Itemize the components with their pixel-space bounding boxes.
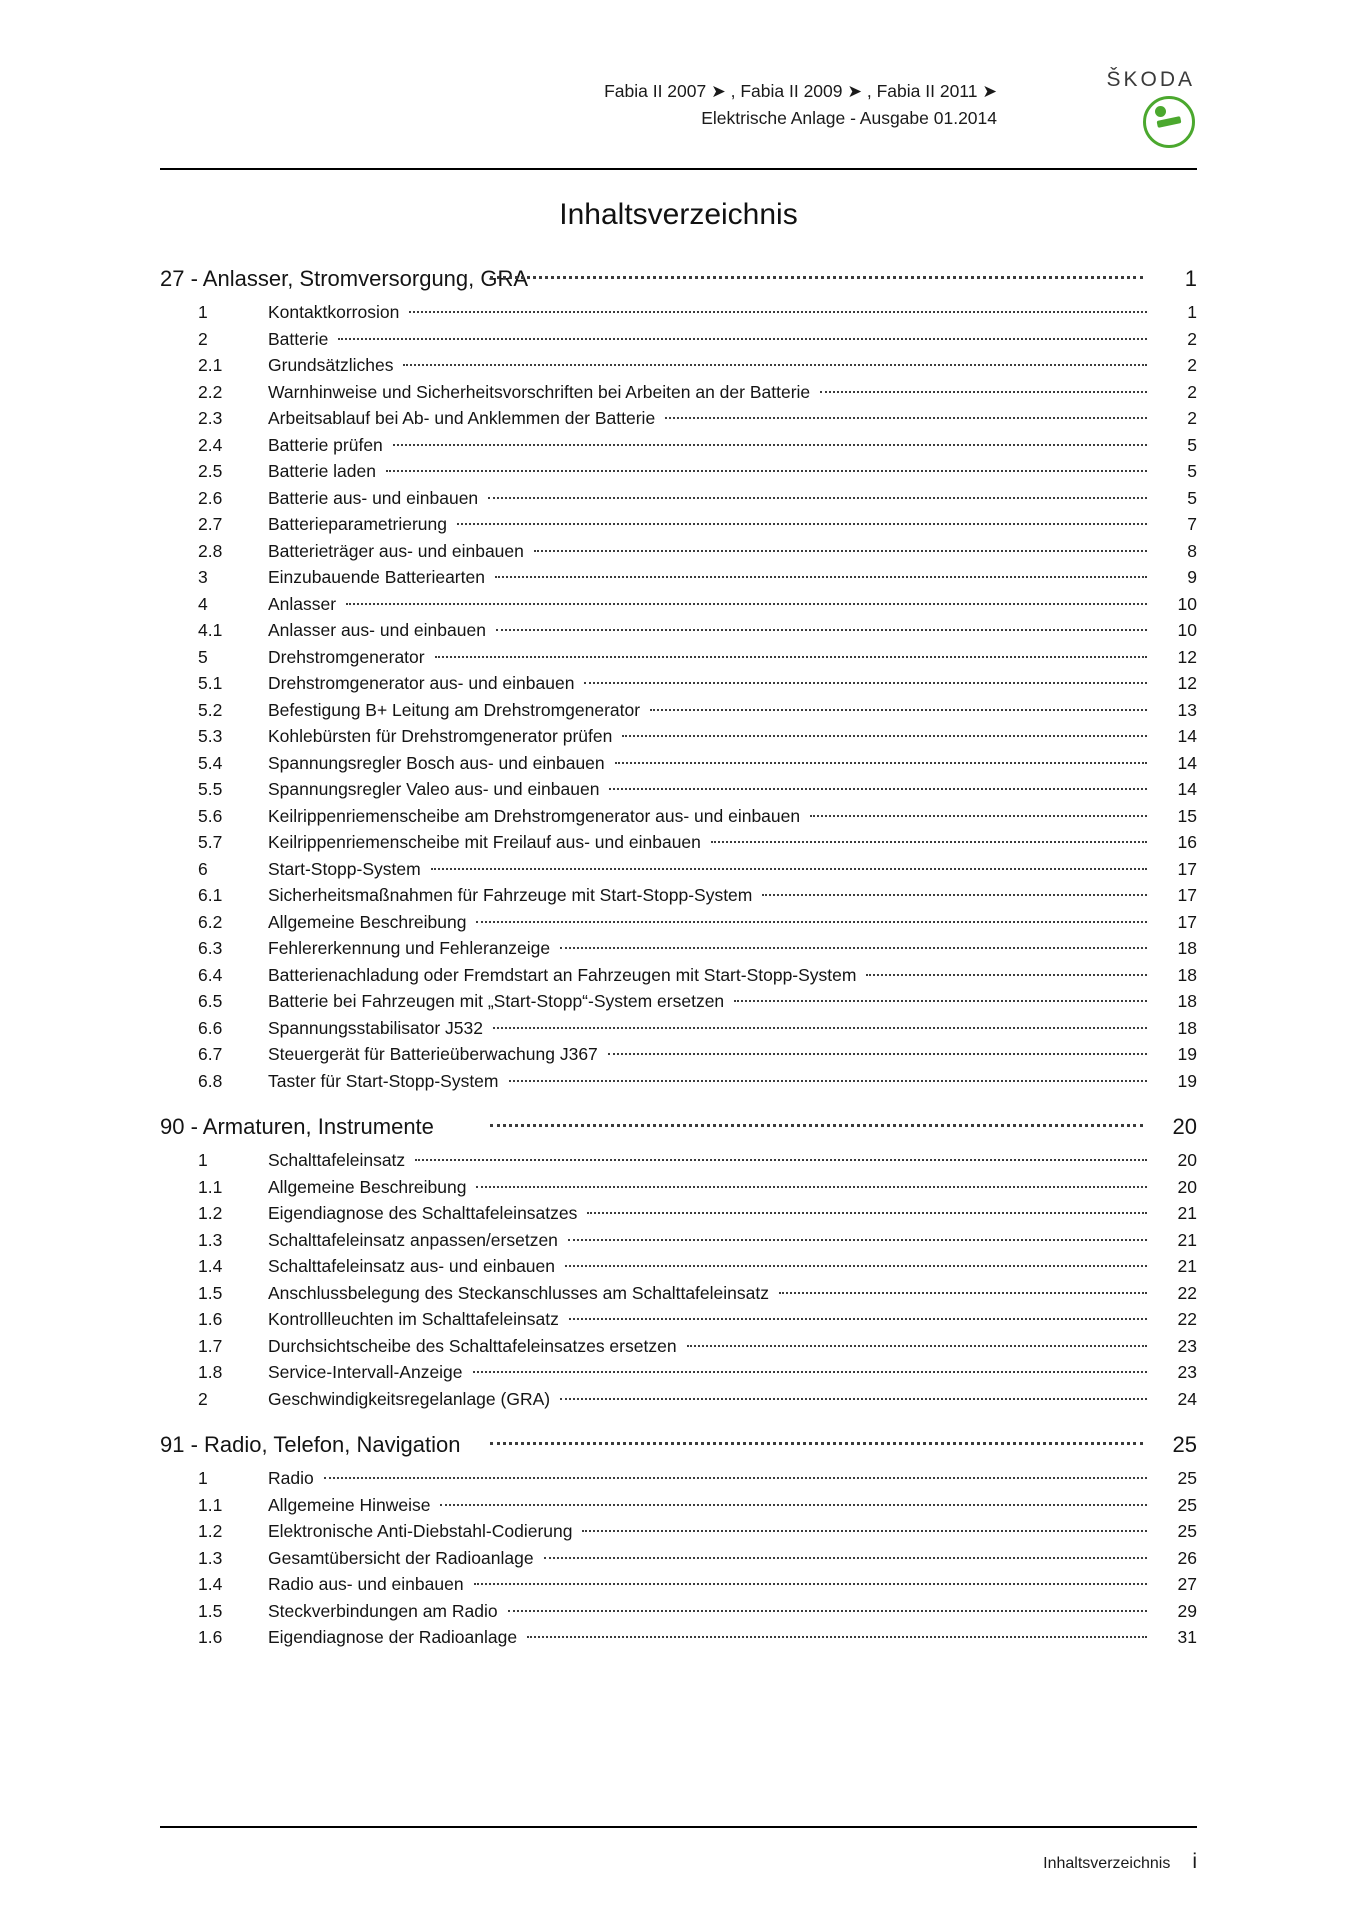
- toc-chapter-page: 1: [1184, 266, 1197, 291]
- toc-entry-number: 1.1: [198, 1494, 223, 1515]
- toc-leader-dots: [476, 1186, 1147, 1188]
- toc-leader-dots: [810, 815, 1147, 817]
- toc-entry-number: 5: [198, 646, 208, 667]
- toc-entry-page: 21: [1177, 1256, 1197, 1276]
- toc-entry-page: 13: [1177, 699, 1197, 720]
- toc-entry-number: 1.2: [198, 1203, 223, 1223]
- toc-entry-number: 2.3: [198, 408, 223, 428]
- toc-entry-row[interactable]: [160, 1152, 1197, 1170]
- toc-entry-number: 2.7: [198, 514, 223, 534]
- toc-entry-number: 6.5: [198, 991, 223, 1011]
- toc-leader-dots: [474, 1583, 1147, 1585]
- toc-entry-row[interactable]: [160, 487, 1197, 508]
- toc-leader-dots: [508, 1610, 1147, 1612]
- toc-leader-dots: [711, 841, 1147, 843]
- toc-entry-page: 17: [1177, 885, 1197, 905]
- toc-leader-dots: [490, 276, 1143, 279]
- toc-entry-row[interactable]: [160, 1258, 1197, 1276]
- toc-entry-page: 5: [1187, 461, 1197, 481]
- toc-entry-number: 2.2: [198, 381, 223, 402]
- toc-entry-page: 2: [1187, 381, 1197, 402]
- toc-entry-number: 1.6: [198, 1627, 223, 1647]
- toc-entry-label: Elektronische Anti-Diebstahl-Codierung: [268, 1521, 573, 1541]
- toc-leader-dots: [622, 735, 1147, 737]
- toc-chapter-row[interactable]: [160, 1116, 1197, 1138]
- toc-leader-dots: [615, 762, 1147, 764]
- toc-entry-row[interactable]: [160, 675, 1197, 693]
- toc-entry-page: 21: [1177, 1203, 1197, 1223]
- header-edition-line: Elektrische Anlage - Ausgabe 01.2014: [701, 107, 997, 128]
- toc-entry-page: 18: [1177, 991, 1197, 1011]
- toc-entry-row[interactable]: [160, 858, 1197, 879]
- toc-entry-number: 4.1: [198, 620, 223, 640]
- toc-entry-row[interactable]: [160, 463, 1197, 481]
- toc-entry-label: Sicherheitsmaßnahmen für Fahrzeuge mit Start-Stopp-System: [268, 885, 753, 905]
- toc-entry-label: Radio aus- und einbauen: [268, 1574, 464, 1594]
- toc-entry-page: 25: [1177, 1494, 1197, 1515]
- toc-entry-row[interactable]: [160, 1282, 1197, 1303]
- toc-leader-dots: [687, 1345, 1147, 1347]
- toc-entry-label: Geschwindigkeitsregelanlage (GRA): [268, 1388, 551, 1409]
- toc-entry-page: 14: [1177, 726, 1197, 746]
- toc-entry-page: 22: [1177, 1309, 1197, 1329]
- toc-leader-dots: [569, 1318, 1147, 1320]
- toc-entry-number: 1: [198, 1150, 208, 1170]
- toc-entry-page: 19: [1177, 1044, 1197, 1064]
- toc-leader-dots: [587, 1212, 1147, 1214]
- toc-chapter-row[interactable]: [160, 1434, 1197, 1456]
- toc-entry-row[interactable]: [160, 805, 1197, 826]
- toc-entry-row[interactable]: [160, 1494, 1197, 1515]
- toc-entry-label: Drehstromgenerator aus- und einbauen: [268, 673, 575, 693]
- toc-entry-number: 3: [198, 567, 208, 587]
- toc-entry-page: 16: [1177, 832, 1197, 852]
- toc-leader-dots: [582, 1530, 1147, 1532]
- toc-entry-label: Allgemeine Hinweise: [268, 1494, 431, 1515]
- toc-entry-row[interactable]: [160, 1388, 1197, 1409]
- toc-entry-label: Kohlebürsten für Drehstromgenerator prüfen: [268, 726, 613, 746]
- toc-entry-row[interactable]: [160, 593, 1197, 614]
- toc-entry-row[interactable]: [160, 699, 1197, 720]
- header-models-line: Fabia II 2007 ➤ , Fabia II 2009 ➤ , Fabia II 2011 ➤: [604, 81, 997, 101]
- toc-entry-page: 15: [1177, 805, 1197, 826]
- toc-leader-dots: [415, 1159, 1147, 1161]
- toc-entry-label: Start-Stopp-System: [268, 858, 421, 879]
- toc-entry-page: 2: [1187, 355, 1197, 375]
- toc-leader-dots: [490, 1124, 1143, 1127]
- toc-entry-number: 5.3: [198, 726, 223, 746]
- toc-entry-row[interactable]: [160, 434, 1197, 455]
- toc-entry-number: 4: [198, 593, 208, 614]
- toc-entry-number: 5.4: [198, 752, 223, 773]
- toc-entry-number: 1.5: [198, 1600, 223, 1621]
- toc-entry-number: 1: [198, 1468, 208, 1488]
- toc-entry-page: 12: [1177, 673, 1197, 693]
- toc-entry-row[interactable]: [160, 887, 1197, 905]
- toc-chapter-page: 20: [1172, 1114, 1197, 1139]
- toc-entry-page: 21: [1177, 1229, 1197, 1250]
- toc-entry-row[interactable]: [160, 1046, 1197, 1064]
- toc-entry-label: Eigendiagnose der Radioanlage: [268, 1627, 518, 1647]
- toc-entry-row[interactable]: [160, 622, 1197, 640]
- toc-entry-number: 6: [198, 858, 208, 879]
- footer-divider: [160, 1826, 1197, 1828]
- toc-entry-row[interactable]: [160, 410, 1197, 428]
- toc-entry-number: 6.4: [198, 964, 223, 985]
- toc-entry-label: Schalttafeleinsatz anpassen/ersetzen: [268, 1229, 558, 1250]
- toc-leader-dots: [608, 1053, 1147, 1055]
- toc-entry-page: 5: [1187, 434, 1197, 455]
- toc-entry-number: 1.7: [198, 1335, 223, 1356]
- toc-entry-label: Steuergerät für Batterieüberwachung J367: [268, 1044, 598, 1064]
- toc-entry-label: Anlasser: [268, 593, 337, 614]
- toc-entry-label: Keilrippenriemenscheibe am Drehstromgenerator aus- und einbauen: [268, 805, 801, 826]
- toc-entry-label: Batterienachladung oder Fremdstart an Fahrzeugen mit Start-Stopp-System: [268, 964, 857, 985]
- toc-entry-label: Spannungsregler Valeo aus- und einbauen: [268, 779, 600, 799]
- toc-entry-number: 1.4: [198, 1256, 223, 1276]
- toc-entry-label: Grundsätzliches: [268, 355, 394, 375]
- toc-leader-dots: [490, 1442, 1143, 1445]
- toc-chapter-title: 90 - Armaturen, Instrumente: [160, 1114, 434, 1139]
- toc-leader-dots: [457, 523, 1147, 525]
- toc-entry-page: 29: [1177, 1600, 1197, 1621]
- toc-entry-label: Spannungsstabilisator J532: [268, 1017, 484, 1038]
- toc-entry-number: 6.1: [198, 885, 223, 905]
- toc-entry-number: 1.3: [198, 1547, 223, 1568]
- toc-entry-page: 25: [1177, 1521, 1197, 1541]
- skoda-logo: [1002, 68, 1197, 153]
- toc-entry-page: 17: [1177, 911, 1197, 932]
- toc-chapter: [160, 1434, 1197, 1647]
- toc-leader-dots: [393, 444, 1147, 446]
- toc-entry-row[interactable]: [160, 304, 1197, 322]
- toc-leader-dots: [440, 1504, 1147, 1506]
- toc-entry-label: Warnhinweise und Sicherheitsvorschriften bei Arbeiten an der Batterie: [268, 381, 811, 402]
- toc-leader-dots: [435, 656, 1147, 658]
- toc-leader-dots: [762, 894, 1147, 896]
- page-title: Inhaltsverzeichnis: [559, 198, 798, 231]
- toc-entry-number: 5.5: [198, 779, 223, 799]
- toc-leader-dots: [820, 391, 1147, 393]
- toc-chapter-title: 27 - Anlasser, Stromversorgung, GRA: [160, 266, 529, 291]
- toc-entry-row[interactable]: [160, 1629, 1197, 1647]
- toc-entry-page: 1: [1187, 302, 1197, 322]
- toc-leader-dots: [409, 311, 1147, 313]
- toc-entry-number: 2.8: [198, 540, 223, 561]
- page-header: [160, 0, 1197, 160]
- skoda-winged-arrow-icon: [1143, 96, 1195, 148]
- toc-entry-number: 2: [198, 328, 208, 349]
- toc-leader-dots: [584, 682, 1147, 684]
- toc-entry-page: 5: [1187, 487, 1197, 508]
- toc-entry-label: Kontrollleuchten im Schalttafeleinsatz: [268, 1309, 559, 1329]
- toc-entry-page: 20: [1177, 1150, 1197, 1170]
- toc-entry-page: 18: [1177, 938, 1197, 958]
- toc-entry-page: 2: [1187, 328, 1197, 349]
- toc-entry-row[interactable]: [160, 1229, 1197, 1250]
- toc-entry-row[interactable]: [160, 1364, 1197, 1382]
- toc-entry-page: 31: [1177, 1627, 1197, 1647]
- toc-entry-number: 5.2: [198, 699, 223, 720]
- toc-leader-dots: [565, 1265, 1147, 1267]
- toc-entry-page: 7: [1187, 514, 1197, 534]
- toc-chapter-page: 25: [1172, 1432, 1197, 1457]
- toc-entry-label: Service-Intervall-Anzeige: [268, 1362, 463, 1382]
- toc-entry-label: Batterieträger aus- und einbauen: [268, 540, 524, 561]
- toc-entry-row[interactable]: [160, 646, 1197, 667]
- toc-entry-row[interactable]: [160, 964, 1197, 985]
- toc-entry-row[interactable]: [160, 911, 1197, 932]
- toc-entry-label: Steckverbindungen am Radio: [268, 1600, 498, 1621]
- toc-entry-label: Befestigung B+ Leitung am Drehstromgenerator: [268, 699, 641, 720]
- toc-chapter: [160, 268, 1197, 1090]
- toc-leader-dots: [496, 629, 1147, 631]
- toc-entry-label: Durchsichtscheibe des Schalttafeleinsatzes ersetzen: [268, 1335, 677, 1356]
- toc-entry-page: 22: [1177, 1282, 1197, 1303]
- toc-entry-row[interactable]: [160, 728, 1197, 746]
- toc-entry-number: 1.5: [198, 1282, 223, 1303]
- toc-entry-number: 2.1: [198, 355, 223, 375]
- toc-entry-row[interactable]: [160, 1576, 1197, 1594]
- toc-entry-page: 8: [1187, 540, 1197, 561]
- toc-entry-row[interactable]: [160, 1547, 1197, 1568]
- toc-entry-row[interactable]: [160, 1311, 1197, 1329]
- toc-entry-row[interactable]: [160, 1205, 1197, 1223]
- toc-entry-number: 1.6: [198, 1309, 223, 1329]
- toc-entry-page: 24: [1177, 1388, 1197, 1409]
- toc-entry-page: 27: [1177, 1574, 1197, 1594]
- toc-entry-row[interactable]: [160, 357, 1197, 375]
- table-of-contents: [160, 268, 1197, 1647]
- toc-entry-page: 26: [1177, 1547, 1197, 1568]
- toc-entry-row[interactable]: [160, 569, 1197, 587]
- toc-entry-row[interactable]: [160, 1070, 1197, 1091]
- toc-entry-number: 1.8: [198, 1362, 223, 1382]
- toc-leader-dots: [779, 1292, 1147, 1294]
- toc-entry-label: Batterie bei Fahrzeugen mit „Start-Stopp“-System ersetzen: [268, 991, 725, 1011]
- toc-entry-number: 6.2: [198, 911, 223, 932]
- toc-entry-row[interactable]: [160, 516, 1197, 534]
- toc-entry-page: 23: [1177, 1362, 1197, 1382]
- toc-leader-dots: [431, 868, 1147, 870]
- toc-entry-label: Arbeitsablauf bei Ab- und Anklemmen der Batterie: [268, 408, 656, 428]
- toc-entry-label: Batterie: [268, 328, 329, 349]
- toc-entry-page: 25: [1177, 1468, 1197, 1488]
- toc-leader-dots: [476, 921, 1147, 923]
- header-divider: [160, 168, 1197, 170]
- toc-entry-row[interactable]: [160, 328, 1197, 349]
- toc-entry-label: Gesamtübersicht der Radioanlage: [268, 1547, 534, 1568]
- toc-leader-dots: [495, 576, 1147, 578]
- brand-wordmark: ŠKODA: [1106, 68, 1195, 91]
- toc-entry-page: 2: [1187, 408, 1197, 428]
- toc-entry-page: 19: [1177, 1070, 1197, 1091]
- toc-leader-dots: [346, 603, 1147, 605]
- toc-leader-dots: [473, 1371, 1147, 1373]
- toc-entry-number: 1: [198, 302, 208, 322]
- toc-entry-label: Schalttafeleinsatz: [268, 1150, 406, 1170]
- footer-label: Inhaltsverzeichnis: [1043, 1855, 1171, 1872]
- toc-entry-row[interactable]: [160, 540, 1197, 561]
- toc-leader-dots: [386, 470, 1147, 472]
- toc-chapter: [160, 1116, 1197, 1408]
- toc-entry-number: 6.3: [198, 938, 223, 958]
- toc-entry-page: 18: [1177, 1017, 1197, 1038]
- toc-entry-number: 6.8: [198, 1070, 223, 1091]
- toc-leader-dots: [665, 417, 1147, 419]
- toc-entry-label: Spannungsregler Bosch aus- und einbauen: [268, 752, 605, 773]
- toc-entry-label: Allgemeine Beschreibung: [268, 911, 467, 932]
- toc-entry-label: Batterie prüfen: [268, 434, 383, 455]
- toc-entry-page: 14: [1177, 779, 1197, 799]
- toc-leader-dots: [544, 1557, 1147, 1559]
- toc-entry-page: 17: [1177, 858, 1197, 879]
- toc-entry-number: 5.7: [198, 832, 223, 852]
- toc-entry-row[interactable]: [160, 993, 1197, 1011]
- toc-entry-page: 9: [1187, 567, 1197, 587]
- toc-leader-dots: [403, 364, 1147, 366]
- toc-entry-page: 10: [1177, 593, 1197, 614]
- toc-entry-number: 1.3: [198, 1229, 223, 1250]
- toc-entry-label: Schalttafeleinsatz aus- und einbauen: [268, 1256, 556, 1276]
- toc-entry-number: 5.6: [198, 805, 223, 826]
- toc-entry-row[interactable]: [160, 781, 1197, 799]
- toc-entry-row[interactable]: [160, 381, 1197, 402]
- toc-entry-page: 20: [1177, 1176, 1197, 1197]
- toc-entry-label: Fehlererkennung und Fehleranzeige: [268, 938, 551, 958]
- toc-entry-page: 18: [1177, 964, 1197, 985]
- toc-chapter-row[interactable]: [160, 268, 1197, 290]
- toc-entry-number: 1.2: [198, 1521, 223, 1541]
- toc-leader-dots: [338, 338, 1147, 340]
- toc-entry-page: 12: [1177, 646, 1197, 667]
- toc-entry-label: Batterieparametrierung: [268, 514, 447, 534]
- toc-entry-page: 10: [1177, 620, 1197, 640]
- toc-entry-label: Einzubauende Batteriearten: [268, 567, 485, 587]
- toc-entry-row[interactable]: [160, 1335, 1197, 1356]
- toc-entry-label: Kontaktkorrosion: [268, 302, 400, 322]
- toc-leader-dots: [734, 1000, 1147, 1002]
- toc-entry-label: Drehstromgenerator: [268, 646, 425, 667]
- toc-entry-row[interactable]: [160, 834, 1197, 852]
- toc-entry-label: Allgemeine Beschreibung: [268, 1176, 467, 1197]
- toc-entry-number: 6.7: [198, 1044, 223, 1064]
- footer-page-number: i: [1192, 1850, 1197, 1873]
- toc-entry-number: 1.4: [198, 1574, 223, 1594]
- toc-leader-dots: [560, 1398, 1147, 1400]
- toc-leader-dots: [560, 947, 1147, 949]
- page-footer: [1043, 1850, 1197, 1874]
- toc-leader-dots: [493, 1027, 1147, 1029]
- toc-entry-page: 14: [1177, 752, 1197, 773]
- toc-entry-label: Keilrippenriemenscheibe mit Freilauf aus- und einbauen: [268, 832, 701, 852]
- toc-entry-row[interactable]: [160, 752, 1197, 773]
- toc-leader-dots: [609, 788, 1147, 790]
- toc-entry-label: Radio: [268, 1468, 314, 1488]
- toc-leader-dots: [650, 709, 1147, 711]
- toc-entry-label: Eigendiagnose des Schalttafeleinsatzes: [268, 1203, 578, 1223]
- toc-leader-dots: [534, 550, 1147, 552]
- toc-leader-dots: [509, 1080, 1148, 1082]
- toc-entry-number: 2: [198, 1388, 208, 1409]
- toc-entry-number: 2.6: [198, 487, 223, 508]
- toc-entry-label: Taster für Start-Stopp-System: [268, 1070, 499, 1091]
- toc-entry-row[interactable]: [160, 1600, 1197, 1621]
- toc-leader-dots: [527, 1636, 1147, 1638]
- toc-entry-number: 2.4: [198, 434, 223, 455]
- toc-entry-page: 23: [1177, 1335, 1197, 1356]
- toc-entry-label: Anlasser aus- und einbauen: [268, 620, 486, 640]
- toc-leader-dots: [568, 1239, 1147, 1241]
- toc-entry-label: Batterie laden: [268, 461, 376, 481]
- toc-entry-number: 2.5: [198, 461, 223, 481]
- toc-entry-number: 5.1: [198, 673, 223, 693]
- toc-chapter-title: 91 - Radio, Telefon, Navigation: [160, 1432, 461, 1457]
- toc-leader-dots: [488, 497, 1147, 499]
- toc-entry-row[interactable]: [160, 1017, 1197, 1038]
- toc-entry-number: 6.6: [198, 1017, 223, 1038]
- toc-entry-number: 1.1: [198, 1176, 223, 1197]
- toc-entry-row[interactable]: [160, 1470, 1197, 1488]
- toc-leader-dots: [324, 1477, 1147, 1479]
- toc-leader-dots: [866, 974, 1147, 976]
- toc-entry-label: Batterie aus- und einbauen: [268, 487, 479, 508]
- toc-entry-row[interactable]: [160, 1523, 1197, 1541]
- toc-entry-row[interactable]: [160, 940, 1197, 958]
- toc-entry-label: Anschlussbelegung des Steckanschlusses am Schalttafeleinsatz: [268, 1282, 769, 1303]
- toc-entry-row[interactable]: [160, 1176, 1197, 1197]
